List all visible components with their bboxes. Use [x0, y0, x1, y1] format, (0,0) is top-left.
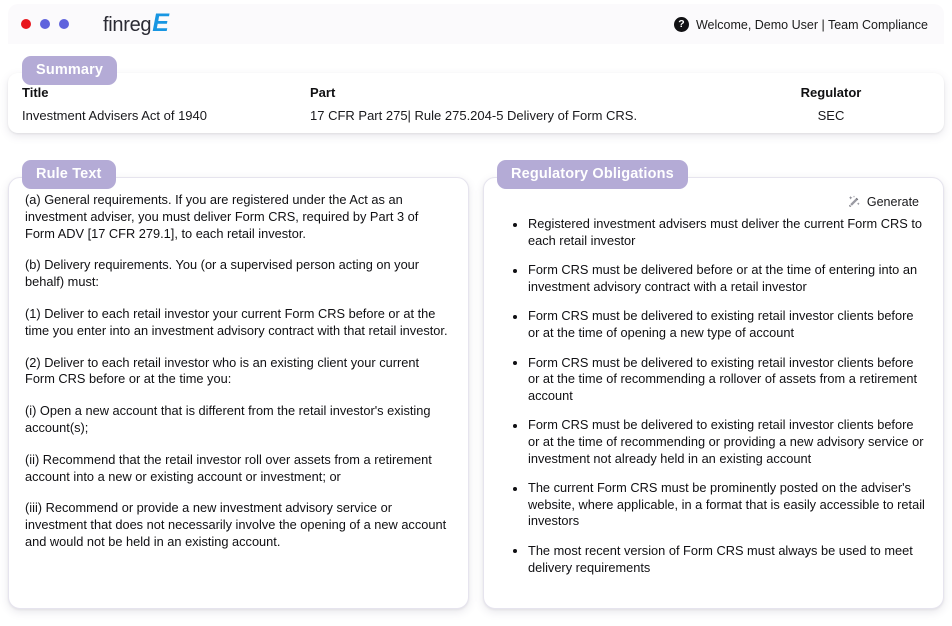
rule-text-badge: Rule Text	[22, 160, 116, 189]
summary-field-part	[310, 84, 736, 124]
app-logo[interactable]	[103, 11, 169, 37]
generate-button[interactable]	[845, 194, 921, 210]
user-welcome	[674, 17, 928, 32]
summary-field-regulator	[736, 84, 926, 124]
welcome-text: Welcome, Demo User | Team Compliance	[695, 17, 928, 32]
obligations-panel	[483, 177, 944, 609]
summary-badge: Summary	[22, 56, 117, 85]
obligation-item: Form CRS must be delivered to existing retail investor clients before or at the time of recommending a rollover of assets from a retirement account	[526, 355, 925, 405]
summary-value-title: Investment Advisers Act of 1940	[22, 108, 207, 123]
obligations-section	[483, 160, 944, 609]
question-mark-icon[interactable]: ?	[674, 17, 689, 32]
title-bar	[8, 4, 944, 44]
rule-paragraph: (ii) Recommend that the retail investor roll over assets from a retirement account into a new or existing account or investment; or	[25, 451, 432, 484]
rule-paragraph: (b) Delivery requirements. You (or a supervised person acting on your behalf) must:	[25, 257, 420, 290]
rule-text-section	[8, 160, 469, 609]
obligation-item: Form CRS must be delivered to existing retail investor clients before or at the time of opening a new type of account	[526, 308, 925, 341]
summary-value-part: 17 CFR Part 275| Rule 275.204-5 Delivery of Form CRS.	[310, 108, 638, 123]
window-minimize-dot[interactable]	[40, 19, 50, 29]
content-panels	[8, 160, 944, 609]
obligation-item: Form CRS must be delivered before or at the time of entering into an investment advisory contract with a retail investor	[526, 262, 925, 295]
summary-card	[8, 73, 944, 133]
summary-value-regulator: SEC	[817, 108, 845, 123]
rule-paragraph: (iii) Recommend or provide a new investment advisory service or investment that does not necessarily involve the opening of a new account and would not be held in an existing account.	[25, 500, 447, 549]
obligations-badge: Regulatory Obligations	[497, 160, 688, 189]
logo-accent-letter: E	[152, 9, 170, 37]
rule-paragraph: (1) Deliver to each retail investor your current Form CRS before or at the time you enter into an investment advisory contract with that retail investor.	[25, 305, 448, 338]
obligation-item: The most recent version of Form CRS must always be used to meet delivery requirements	[526, 543, 925, 576]
obligation-item: Form CRS must be delivered to existing retail investor clients before or at the time of recommending or providing a new advisory service or investment not already held in an existing account	[528, 417, 924, 466]
obligation-item: The current Form CRS must be prominently posted on the adviser's website, where applicable, in a format that is easily accessible to retail investors	[528, 480, 925, 529]
summary-label-title: Title	[22, 85, 49, 100]
summary-label-regulator: Regulator	[800, 85, 862, 100]
summary-section	[8, 56, 944, 133]
rule-paragraph: (i) Open a new account that is different from the retail investor's existing account(s);	[25, 403, 431, 435]
generate-row	[500, 194, 921, 210]
window-controls	[21, 19, 69, 29]
obligations-list	[500, 216, 925, 576]
rule-paragraph: (a) General requirements. If you are registered under the Act as an investment adviser, you must deliver Form CRS, required by Part 3 of Form ADV [17 CFR 279.1], to each retail investor.	[25, 192, 419, 241]
rule-text-scroll-area[interactable]	[9, 178, 468, 608]
rule-text-panel	[8, 177, 469, 609]
window-maximize-dot[interactable]	[59, 19, 69, 29]
summary-field-title	[22, 84, 310, 124]
obligation-item: Registered investment advisers must deliver the current Form CRS to each retail investor	[526, 216, 925, 249]
window-close-dot[interactable]	[21, 19, 31, 29]
generate-label: Generate	[866, 195, 919, 209]
summary-label-part: Part	[310, 85, 336, 100]
rule-paragraph: (2) Deliver to each retail investor who is an existing client your current Form CRS before or at the time you:	[25, 354, 420, 387]
magic-wand-icon	[847, 195, 861, 209]
logo-wordmark: finreg	[103, 14, 152, 36]
obligations-scroll-area[interactable]	[484, 178, 943, 608]
